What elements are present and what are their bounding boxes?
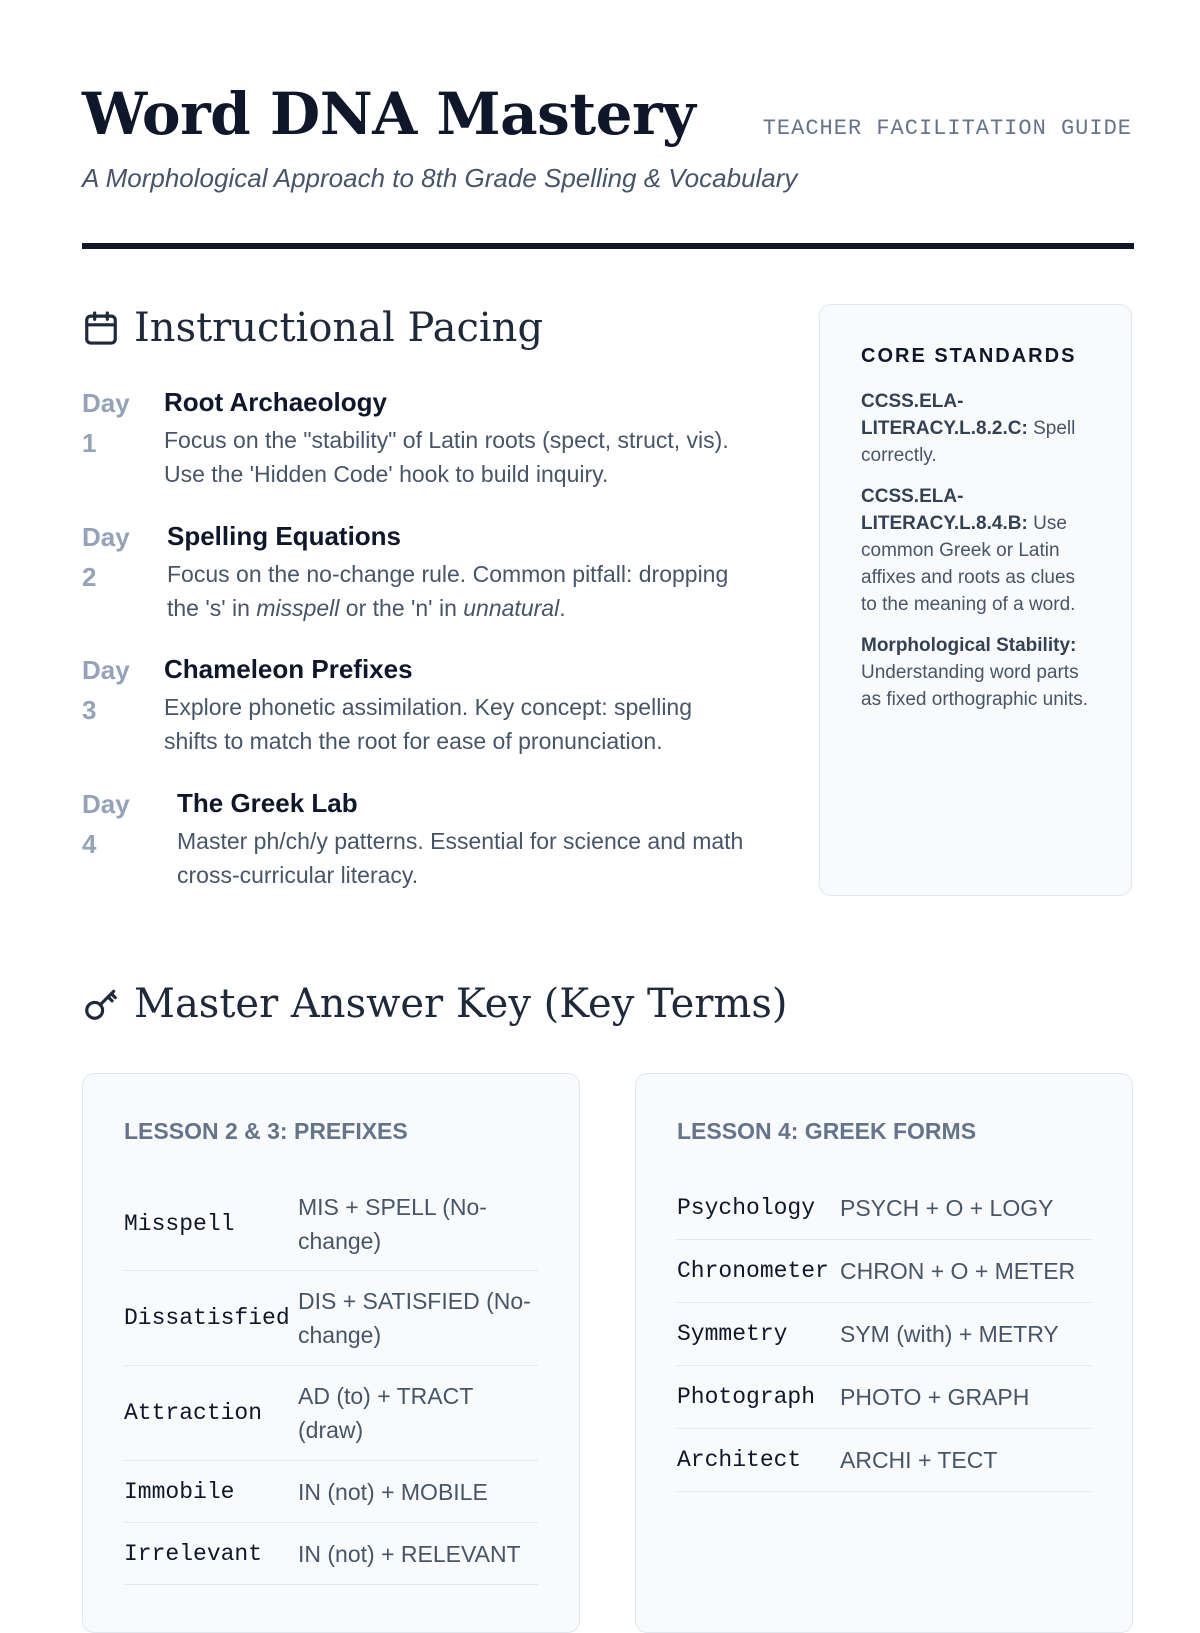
standard-text: Use common Greek or Latin affixes and roots as clues to the meaning of a word. [861,513,1076,615]
day-title: Chameleon Prefixes [164,654,413,684]
table-row [677,1366,1091,1429]
table-row [677,1177,1091,1240]
term-word: Symmetry [677,1321,788,1347]
term-parts: CHRON + O + METER [840,1258,1076,1284]
day-label: Day 4 [82,789,130,859]
term-word: Psychology [677,1195,816,1221]
term-parts: PHOTO + GRAPH [840,1384,1030,1410]
standard-code: Morphological Stability: [861,635,1077,656]
example-word-unnatural: unnatural [463,595,560,621]
term-parts: IN (not) + MOBILE [298,1478,488,1505]
example-word-misspell: misspell [256,595,340,621]
page-title: Word DNA Mastery [82,80,696,148]
day-desc: Master ph/ch/y patterns. Essential for science and math cross-curricular literacy. [177,828,744,888]
day-label: Day 3 [82,655,130,725]
core-standards-box [819,304,1132,896]
answer-key-heading [82,981,787,1027]
standard-item [861,632,1091,713]
page-subtitle: A Morphological Approach to 8th Grade Spelling & Vocabulary [82,163,798,193]
day-title: Spelling Equations [167,521,402,551]
guide-label: TEACHER FACILITATION GUIDE [762,116,1132,141]
term-word: Attraction [124,1400,263,1426]
term-word: Photograph [677,1384,816,1410]
day-body [177,784,747,892]
day-desc-part: . [559,595,566,621]
standard-item [861,483,1091,618]
table-row [124,1271,538,1366]
day-body [167,517,747,625]
day-label: Day 1 [82,388,130,458]
term-word: Chronometer [677,1258,829,1284]
term-parts: MIS + SPELL (No-change) [298,1193,487,1254]
day-title: The Greek Lab [177,788,358,818]
term-parts: ARCHI + TECT [840,1447,998,1473]
table-row [677,1429,1091,1492]
day-desc-part: Focus on the no-change rule. Common pitfall: dropping the 's' in [167,561,729,621]
term-word: Irrelevant [124,1540,263,1567]
header-divider [82,243,1134,249]
card-heading: LESSON 2 & 3: PREFIXES [124,1118,408,1144]
card-heading: LESSON 4: GREEK FORMS [677,1118,977,1144]
table-row [677,1303,1091,1366]
term-word: Dissatisfied [124,1305,290,1331]
table-row [124,1366,538,1461]
standards-heading: CORE STANDARDS [861,345,1077,367]
term-parts: DIS + SATISFIED (No-change) [298,1288,531,1348]
term-word: Misspell [124,1210,235,1237]
table-row [124,1461,538,1523]
table-row [124,1177,538,1271]
day-desc [167,557,747,625]
term-parts: AD (to) + TRACT (draw) [298,1383,473,1443]
day-body [164,383,744,491]
day-body [164,650,744,758]
day-label: Day 2 [82,522,130,592]
day-desc-part: or the 'n' in [339,595,464,621]
standard-code: CCSS.ELA-LITERACY.L.8.4.B: [861,486,1028,534]
greek-forms-card [635,1073,1133,1633]
prefixes-card [82,1073,580,1633]
pacing-heading [82,305,543,351]
calendar-icon [82,309,120,347]
term-parts: IN (not) + RELEVANT [298,1540,521,1567]
term-parts: SYM (with) + METRY [840,1321,1059,1347]
day-desc: Focus on the "stability" of Latin roots (spect, struct, vis). Use the 'Hidden Code' hook to build inquiry. [164,427,729,487]
table-row [124,1523,538,1585]
day-title: Root Archaeology [164,387,387,417]
standard-code: CCSS.ELA-LITERACY.L.8.2.C: [861,391,1028,439]
day-desc: Explore phonetic assimilation. Key concept: spelling shifts to match the root for ease of pronunciation. [164,694,693,754]
table-row [677,1240,1091,1303]
standard-text: Spell correctly. [861,418,1076,466]
answer-key-heading-text: Master Answer Key (Key Terms) [134,981,788,1027]
pacing-heading-text: Instructional Pacing [134,305,544,351]
standard-text: Understanding word parts as fixed orthographic units. [861,662,1089,710]
standard-item [861,388,1091,469]
key-icon [82,985,120,1023]
term-word: Architect [677,1447,802,1473]
term-word: Immobile [124,1478,235,1505]
term-parts: PSYCH + O + LOGY [840,1195,1054,1221]
